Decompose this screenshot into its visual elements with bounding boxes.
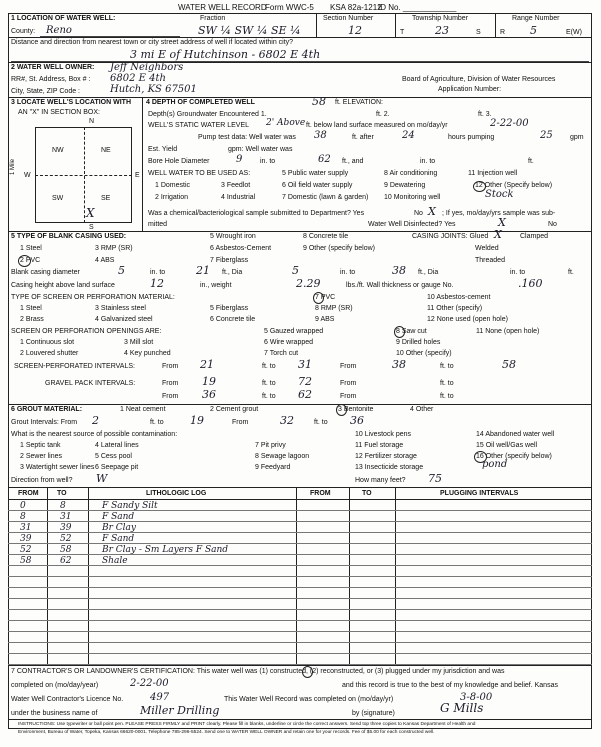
log-row-to: 39 xyxy=(60,523,72,533)
contam-4[interactable]: 4 Lateral lines xyxy=(95,442,139,449)
contam-8[interactable]: 8 Sewage lagoon xyxy=(255,453,310,460)
gp-from3-label: From xyxy=(340,393,357,400)
log-row-desc: F Sand xyxy=(102,512,135,522)
plug-from-header: FROM xyxy=(310,490,331,497)
diam2-value[interactable]: 5 xyxy=(292,264,299,277)
address-value[interactable]: 6802 E 4th xyxy=(110,73,166,84)
opening-11[interactable]: 11 None (open hole) xyxy=(476,328,540,335)
screen-7-circle xyxy=(313,292,324,304)
township-s: S xyxy=(476,29,481,36)
weight-label: in., weight xyxy=(200,282,232,289)
bore-ft: ft. xyxy=(528,158,534,165)
contam-15[interactable]: 15 Oil well/Gas well xyxy=(476,442,538,449)
log-rule xyxy=(8,620,592,621)
screen-5[interactable]: 5 Fiberglass xyxy=(210,305,249,312)
section-4-label: 4 DEPTH OF COMPLETED WELL xyxy=(146,99,255,106)
opening-6[interactable]: 6 Wire wrapped xyxy=(264,339,314,346)
plugging-intervals-header: PLUGGING INTERVALS xyxy=(440,490,519,497)
gp1-from-value[interactable]: 19 xyxy=(202,375,216,388)
screen-6[interactable]: 6 Concrete tile xyxy=(210,316,256,323)
licence-label: Water Well Contractor's Licence No. xyxy=(11,696,124,703)
distance-label: Distance and direction from nearest town or city street address of well if located within city? xyxy=(11,39,294,46)
static-level-rest: ft. below land surface measured on mo/day/yr xyxy=(306,122,448,129)
range-ew: E(W) xyxy=(566,29,582,36)
log-row-to: 31 xyxy=(60,512,72,522)
contam-12[interactable]: 12 Fertilizer storage xyxy=(355,453,417,460)
opening-3[interactable]: 3 Mill slot xyxy=(124,339,154,346)
depth-value[interactable]: 58 xyxy=(312,95,326,108)
bore-in-to2: in. to xyxy=(420,158,436,165)
use-label: WELL WATER TO BE USED AS: xyxy=(148,170,251,177)
gauge-value[interactable]: .160 xyxy=(518,277,543,290)
north-label: N xyxy=(89,118,95,125)
sp1-to-value[interactable]: 31 xyxy=(298,358,312,371)
hours-pumping-label: hours pumping xyxy=(448,134,495,141)
section-3-sub: AN "X" IN SECTION BOX: xyxy=(18,109,100,116)
groundwater-label: Depth(s) Groundwater Encountered 1. xyxy=(148,111,267,118)
sw-quadrant: SW xyxy=(52,195,64,202)
disinfect-no: No xyxy=(548,221,557,228)
screen-11[interactable]: 11 Other (specify) xyxy=(427,305,483,312)
city-label: City, State, ZIP Code : xyxy=(11,88,80,95)
bore-ft-and: ft., and xyxy=(342,158,364,165)
constructed-circle xyxy=(302,666,313,678)
log-row-from: 31 xyxy=(20,523,32,533)
address-label: RR#, St. Address, Box # : xyxy=(11,76,91,83)
static-level-label: WELL'S STATIC WATER LEVEL xyxy=(148,122,250,129)
grout-3-circle xyxy=(336,404,347,416)
chem-no-label: No xyxy=(414,210,423,217)
disinfect-label: Water Well Disinfected? Yes xyxy=(368,221,456,228)
licence-value[interactable]: 497 xyxy=(150,692,170,703)
county-label: County: xyxy=(11,28,36,35)
static-level-value[interactable]: 2' Above xyxy=(266,118,306,128)
opening-8[interactable]: 8 Saw cut xyxy=(396,328,427,335)
diam1-value[interactable]: 5 xyxy=(118,264,125,277)
casing-6[interactable]: 6 Asbestos-Cement xyxy=(210,245,272,252)
log-row-from: 8 xyxy=(20,512,26,522)
log-rule xyxy=(8,598,592,599)
gw2-label: ft. 2. xyxy=(376,111,390,118)
grout-3[interactable]: 3 Bentonite xyxy=(338,406,374,413)
grout-from-value[interactable]: 2 xyxy=(92,414,99,427)
fraction-label: Fraction xyxy=(200,15,226,22)
log-rule xyxy=(8,576,592,577)
screen-12[interactable]: 12 None used (open hole) xyxy=(427,316,508,323)
use-7[interactable]: 7 Domestic (lawn & garden) xyxy=(282,194,369,201)
casing-1[interactable]: 1 Steel xyxy=(20,245,42,252)
howmany-value[interactable]: 75 xyxy=(428,472,442,485)
log-row-to: 62 xyxy=(60,556,72,566)
gp1-to-value[interactable]: 72 xyxy=(298,375,312,388)
screen-2[interactable]: 2 Brass xyxy=(20,316,44,323)
instructions-line2: Environment, Bureau of Water, Topeka, Kansas 66620-0001. Telephone 785-296-5524. Send one to WATER WELL OWNER and retain one for your records. Fee of $5.00 for each constructed well. xyxy=(18,730,435,735)
completed-label: completed on (mo/day/year) xyxy=(11,682,99,689)
log-row-desc: Br Clay - Sm Layers F Sand xyxy=(102,545,229,555)
east-label: E xyxy=(135,172,140,179)
diam-ft-dia2: ft., Dia xyxy=(418,269,439,276)
contam-1[interactable]: 1 Septic tank xyxy=(20,442,61,449)
log-rule xyxy=(8,565,592,566)
diam-ft-dia: ft., Dia xyxy=(222,269,243,276)
casing-5[interactable]: 5 Wrought iron xyxy=(210,233,256,240)
screen-label: TYPE OF SCREEN OR PERFORATION MATERIAL: xyxy=(11,294,175,301)
diam-to2-value[interactable]: 38 xyxy=(392,264,406,277)
opening-10[interactable]: 10 Other (specify) xyxy=(396,350,452,357)
application-number-label: Application Number: xyxy=(438,86,502,93)
diam-ft: ft. xyxy=(568,269,574,276)
owner-value[interactable]: Jeff Neighbors xyxy=(110,62,184,73)
log-row-from: 0 xyxy=(20,501,26,511)
casing-9[interactable]: 9 Other (specify below) xyxy=(303,245,375,252)
use-9[interactable]: 9 Dewatering xyxy=(384,182,426,189)
signature-value[interactable]: G Mills xyxy=(440,701,484,715)
sp-intervals-label: SCREEN-PERFORATED INTERVALS: xyxy=(14,363,135,370)
pump-ft-after: ft. after xyxy=(352,134,374,141)
contam-14[interactable]: 14 Abandoned water well xyxy=(476,431,555,438)
gp-intervals-label: GRAVEL PACK INTERVALS: xyxy=(45,380,136,387)
grout-4[interactable]: 4 Other xyxy=(410,406,434,413)
height-label: Casing height above land surface xyxy=(11,282,115,289)
contam-5[interactable]: 5 Cess pool xyxy=(95,453,132,460)
use-8[interactable]: 8 Air conditioning xyxy=(384,170,438,177)
gp-from2-label: From xyxy=(340,380,357,387)
height-value[interactable]: 12 xyxy=(150,277,164,290)
disinfect-mark[interactable]: X xyxy=(498,216,506,229)
casing-4[interactable]: 4 ABS xyxy=(95,257,115,264)
static-level-date[interactable]: 2-22-00 xyxy=(490,118,529,129)
howmany-label: How many feet? xyxy=(355,477,406,484)
chem-label: Was a chemical/bacteriological sample submitted to Department? Yes xyxy=(148,210,365,217)
contam-2[interactable]: 2 Sewer lines xyxy=(20,453,63,460)
contam-10[interactable]: 10 Livestock pens xyxy=(355,431,412,438)
log-row-from: 58 xyxy=(20,556,32,566)
gp-ft-to2: ft. to xyxy=(440,380,454,387)
contam-11[interactable]: 11 Fuel storage xyxy=(355,442,404,449)
diam-in-to: in. to xyxy=(150,269,166,276)
log-row-desc: F Sand xyxy=(102,534,135,544)
log-row-to: 8 xyxy=(60,501,66,511)
opening-5[interactable]: 5 Gauzed wrapped xyxy=(264,328,324,335)
township-value[interactable]: 23 xyxy=(435,24,449,37)
city-value[interactable]: Hutch, KS 67501 xyxy=(110,84,197,95)
screen-1[interactable]: 1 Steel xyxy=(20,305,42,312)
bore-label: Bore Hole Diameter xyxy=(148,158,210,165)
use-other-value[interactable]: Stock xyxy=(485,189,514,200)
sp2-from-label: From xyxy=(340,363,357,370)
screen-4[interactable]: 4 Galvanized steel xyxy=(95,316,153,323)
use-10[interactable]: 10 Monitoring well xyxy=(384,194,441,201)
log-row-from: 52 xyxy=(20,545,32,555)
log-row-desc: Shale xyxy=(102,556,128,566)
chem-rest: ; If yes, mo/day/yrs sample was sub- xyxy=(442,210,556,217)
diam-to1-value[interactable]: 21 xyxy=(196,264,210,277)
screen-9[interactable]: 9 ABS xyxy=(315,316,335,323)
chem-no-mark[interactable]: X xyxy=(428,205,436,218)
chem-mitted: mitted xyxy=(148,221,168,228)
sp2-from-value[interactable]: 38 xyxy=(392,358,406,371)
instructions-line1: INSTRUCTIONS: Use typewriter or ball point pen. PLEASE PRESS FIRMLY and PRINT clearly. Please fill in blanks, underline or circle the correct answers. Send top three copies to Kansas Department of Health and xyxy=(18,722,476,727)
range-r: R xyxy=(500,29,506,36)
contam-9[interactable]: 9 Feedyard xyxy=(255,464,291,471)
contam-3[interactable]: 3 Watertight sewer lines xyxy=(20,464,95,471)
use-5[interactable]: 5 Public water supply xyxy=(282,170,349,177)
screen-8[interactable]: 8 RMP (SR) xyxy=(315,305,353,312)
bore-value[interactable]: 9 xyxy=(236,154,243,165)
west-label: W xyxy=(24,172,31,179)
log-row-to: 52 xyxy=(60,534,72,544)
log-rule xyxy=(8,532,592,533)
screen-10[interactable]: 10 Asbestos-cement xyxy=(427,294,491,301)
use-4[interactable]: 4 Industrial xyxy=(221,194,256,201)
joints-glued-mark[interactable]: X xyxy=(494,228,502,241)
log-to-header: TO xyxy=(57,490,67,497)
opening-8-circle xyxy=(394,326,405,338)
log-rule xyxy=(8,554,592,555)
section-value[interactable]: 12 xyxy=(348,24,362,37)
contam-6[interactable]: 6 Seepage pit xyxy=(95,464,139,471)
id-number: ID No. ____________ xyxy=(378,3,457,12)
fraction-value[interactable]: SW ¼ SW ¼ SE ¼ xyxy=(198,24,301,37)
form-title: WATER WELL RECORD xyxy=(178,3,267,12)
diam-in-to3: in. to xyxy=(510,269,526,276)
range-value[interactable]: 5 xyxy=(530,24,537,37)
nw-quadrant: NW xyxy=(52,147,64,154)
opening-2[interactable]: 2 Louvered shutter xyxy=(20,350,79,357)
diam-in-to2: in. to xyxy=(340,269,356,276)
pump-value[interactable]: 38 xyxy=(314,130,327,141)
sp2-to-value[interactable]: 58 xyxy=(502,358,516,371)
gpm-label: gpm xyxy=(570,134,584,141)
log-row-desc: Br Clay xyxy=(102,523,136,533)
gp2-ft-to: ft. to xyxy=(262,393,276,400)
form-number: Form WWC-5 xyxy=(265,3,314,12)
use-12[interactable]: 12 Other (Specify below) xyxy=(475,182,553,189)
se-quadrant: SE xyxy=(101,195,111,202)
gp1-from-label: From xyxy=(162,380,179,387)
grout-1[interactable]: 1 Neat cement xyxy=(120,406,166,413)
section-1-label: 1 LOCATION OF WATER WELL: xyxy=(11,15,116,22)
log-rule xyxy=(8,543,592,544)
opening-4[interactable]: 4 Key punched xyxy=(124,350,171,357)
section-6-label: 6 GROUT MATERIAL: xyxy=(11,406,83,413)
screen-3[interactable]: 3 Stainless steel xyxy=(95,305,146,312)
sp1-from-label: From xyxy=(162,363,179,370)
joints-label: CASING JOINTS: Glued xyxy=(412,233,489,240)
hours-value[interactable]: 24 xyxy=(402,130,415,141)
joints-threaded[interactable]: Threaded xyxy=(475,257,505,264)
yield-gpm: gpm: Well water was xyxy=(228,146,293,153)
gp2-from-label: From xyxy=(162,393,179,400)
contam-16[interactable]: 16 Other (specify below) xyxy=(476,453,552,460)
completed-value[interactable]: 2-22-00 xyxy=(130,678,169,689)
diam-label: Blank casing diameter xyxy=(11,269,80,276)
casing-7[interactable]: 7 Fiberglass xyxy=(210,257,249,264)
use-3[interactable]: 3 Feedlot xyxy=(221,182,251,189)
contam-other-value[interactable]: pond xyxy=(482,459,508,470)
ksa-number: KSA 82a-1212 xyxy=(330,3,382,12)
township-label: Township Number xyxy=(412,15,469,22)
board-label: Board of Agriculture, Division of Water Resources xyxy=(402,76,556,83)
weight-value[interactable]: 2.29 xyxy=(296,277,321,290)
log-rule xyxy=(8,642,592,643)
contam-13[interactable]: 13 Insecticide storage xyxy=(355,464,424,471)
casing-8[interactable]: 8 Concrete tile xyxy=(303,233,349,240)
county-value[interactable]: Reno xyxy=(46,25,72,36)
casing-3[interactable]: 3 RMP (SR) xyxy=(95,245,133,252)
grout-from2-value[interactable]: 32 xyxy=(280,414,294,427)
grout-to2-value[interactable]: 36 xyxy=(350,414,364,427)
range-label: Range Number xyxy=(512,15,560,22)
log-rule xyxy=(8,510,592,511)
gp-ft-to3: ft. to xyxy=(440,393,454,400)
use-6[interactable]: 6 Oil field water supply xyxy=(282,182,353,189)
gp2-to-value[interactable]: 62 xyxy=(298,388,312,401)
pump-label: Pump test data: Well water was xyxy=(198,134,296,141)
sp1-from-value[interactable]: 21 xyxy=(200,358,214,371)
log-from-header: FROM xyxy=(18,490,39,497)
signature-label: by (signature) xyxy=(352,710,395,717)
section-5-label: 5 TYPE OF BLANK CASING USED: xyxy=(11,233,127,240)
section-3-label: 3 LOCATE WELL'S LOCATION WITH xyxy=(11,99,132,106)
gpm-value[interactable]: 25 xyxy=(540,130,553,141)
use-1[interactable]: 1 Domestic xyxy=(155,182,191,189)
joints-clamped[interactable]: Clamped xyxy=(520,233,549,240)
log-rule xyxy=(8,653,592,654)
section-number-label: Section Number xyxy=(323,15,374,22)
south-label: S xyxy=(89,224,94,231)
contam-label: What is the nearest source of possible contamination: xyxy=(11,431,178,438)
grout-ft-to2: ft. to xyxy=(314,419,328,426)
grout-intervals-label: Grout Intervals: From xyxy=(11,419,78,426)
contam-7[interactable]: 7 Pit privy xyxy=(255,442,286,449)
gp1-ft-to: ft. to xyxy=(262,380,276,387)
certification-line1: 7 CONTRACTOR'S OR LANDOWNER'S CERTIFICATION: This water well was (1) constructed, (2) reconstructed, or (3) plugged under my jurisdiction and was xyxy=(11,668,505,675)
openings-label: SCREEN OR PERFORATION OPENINGS ARE: xyxy=(11,328,162,335)
log-rule xyxy=(8,609,592,610)
gp2-from-value[interactable]: 36 xyxy=(202,388,216,401)
record-completed-label: This Water Well Record was completed on (mo/day/yr) xyxy=(224,696,394,703)
lithologic-log-header: LITHOLOGIC LOG xyxy=(146,490,207,497)
joints-welded[interactable]: Welded xyxy=(475,245,499,252)
completed-rest: and this record is true to the best of my knowledge and belief. Kansas xyxy=(342,682,558,689)
business-value[interactable]: Miller Drilling xyxy=(140,704,220,717)
location-mark[interactable]: X xyxy=(86,206,95,220)
opening-9[interactable]: 9 Drilled holes xyxy=(396,339,441,346)
grout-to-value[interactable]: 19 xyxy=(190,414,204,427)
sp2-ft-to: ft. to xyxy=(440,363,454,370)
log-row-from: 39 xyxy=(20,534,32,544)
log-row-desc: F Sandy Silt xyxy=(102,501,158,511)
use-2[interactable]: 2 Irrigation xyxy=(155,194,189,201)
grout-ft-to: ft. to xyxy=(150,419,164,426)
opening-7[interactable]: 7 Torch cut xyxy=(264,350,299,357)
section-2-label: 2 WATER WELL OWNER: xyxy=(11,64,95,71)
log-rule xyxy=(8,631,592,632)
grout-2[interactable]: 2 Cement grout xyxy=(210,406,259,413)
elevation-label: ft. ELEVATION: xyxy=(335,99,383,106)
grout-from2-label: From xyxy=(232,419,249,426)
log-row-to: 58 xyxy=(60,545,72,555)
screen-7[interactable]: 7 PVC xyxy=(315,294,336,301)
casing-2[interactable]: 2 PVC xyxy=(20,257,41,264)
opening-1[interactable]: 1 Continuous slot xyxy=(20,339,75,346)
use-11[interactable]: 11 Injection well xyxy=(468,170,518,177)
township-t: T xyxy=(400,29,405,36)
casing-2-circle xyxy=(18,255,31,267)
record-completed-value[interactable]: 3-8-00 xyxy=(460,692,493,703)
bore-in-to: in. to xyxy=(260,158,276,165)
direction-value[interactable]: W xyxy=(96,472,108,485)
yield-label: Est. Yield xyxy=(148,146,178,153)
log-rule xyxy=(8,521,592,522)
plug-to-header: TO xyxy=(362,490,372,497)
log-rule xyxy=(8,587,592,588)
business-label: under the business name of xyxy=(11,710,98,717)
gw3-label: ft. 3. xyxy=(478,111,492,118)
mile-label: 1 Mile xyxy=(10,158,16,175)
lbs-label: lbs./ft. Wall thickness or gauge No. xyxy=(346,282,454,289)
direction-label: Direction from well? xyxy=(11,477,73,484)
sp1-ft-to: ft. to xyxy=(262,363,276,370)
bore-to-value[interactable]: 62 xyxy=(318,154,331,165)
ne-quadrant: NE xyxy=(101,147,111,154)
distance-value[interactable]: 3 mi E of Hutchinson - 6802 E 4th xyxy=(130,48,321,61)
